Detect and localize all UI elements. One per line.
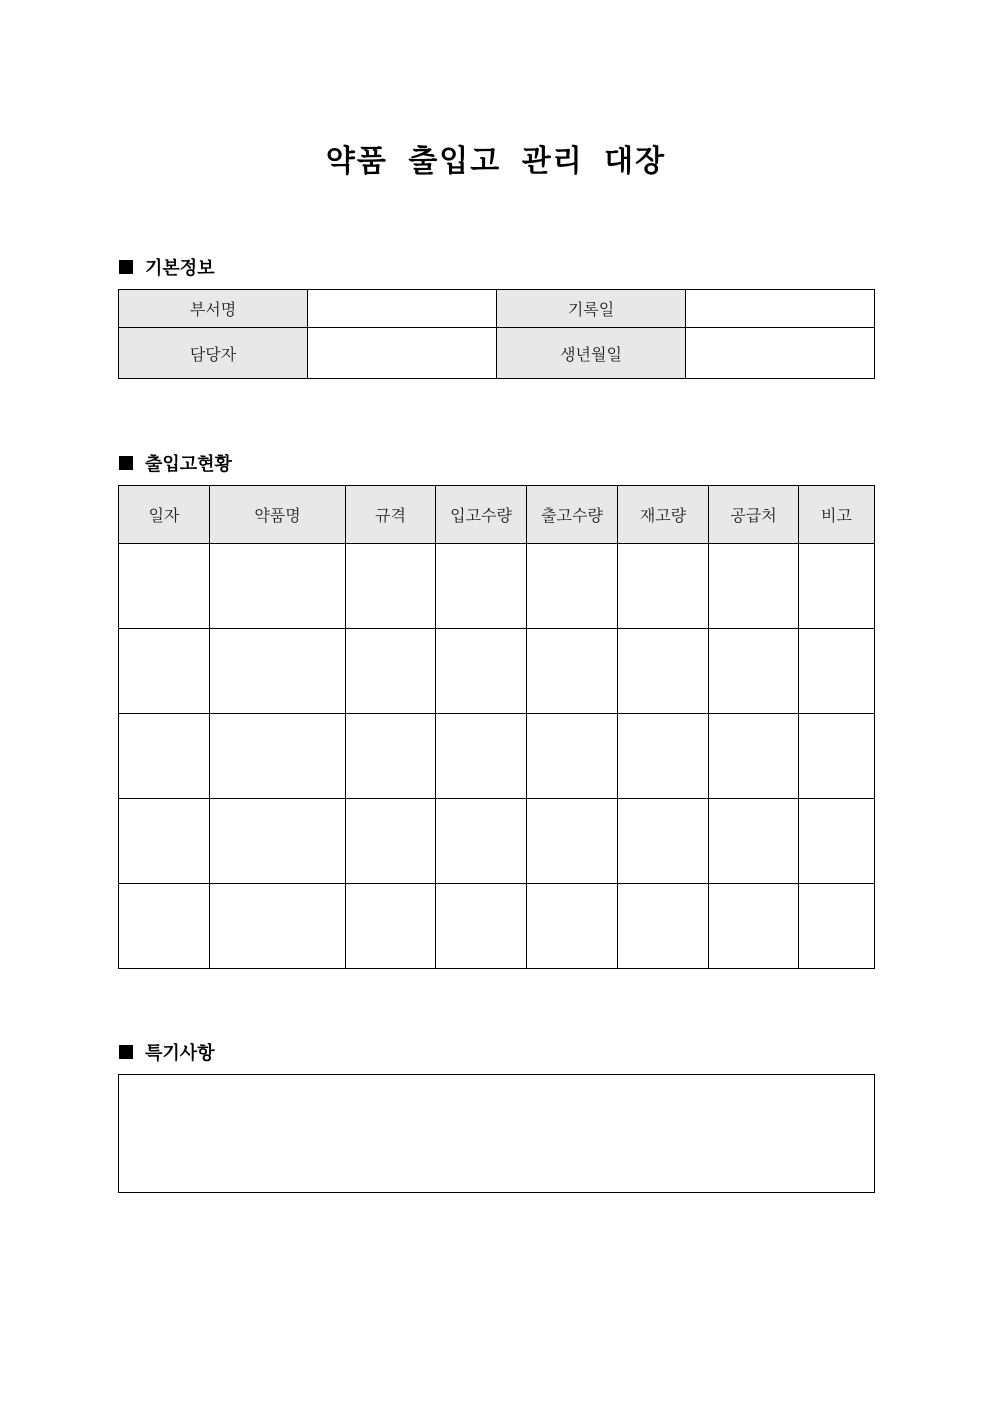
col-spec: 규격 <box>346 486 436 544</box>
cell-date[interactable] <box>119 544 210 629</box>
cell-in-qty[interactable] <box>436 544 527 629</box>
cell-spec[interactable] <box>346 629 436 714</box>
cell-date[interactable] <box>119 799 210 884</box>
table-header-row <box>119 486 875 544</box>
cell-note[interactable] <box>799 544 875 629</box>
square-bullet-icon <box>119 1045 133 1059</box>
cell-drug-name[interactable] <box>210 544 346 629</box>
table-row <box>119 714 875 799</box>
record-date-field[interactable] <box>686 290 875 328</box>
cell-drug-name[interactable] <box>210 629 346 714</box>
table-row <box>119 884 875 969</box>
remarks-field[interactable] <box>118 1074 875 1193</box>
cell-date[interactable] <box>119 714 210 799</box>
cell-stock[interactable] <box>618 629 709 714</box>
col-out-qty: 출고수량 <box>527 486 618 544</box>
cell-note[interactable] <box>799 884 875 969</box>
remarks-heading <box>119 1039 215 1065</box>
cell-supplier[interactable] <box>709 544 799 629</box>
document-title: 약품 출입고 관리 대장 <box>325 144 667 179</box>
square-bullet-icon <box>119 456 133 470</box>
department-label: 부서명 <box>119 290 308 328</box>
cell-date[interactable] <box>119 884 210 969</box>
basic-info-table <box>118 289 875 379</box>
manager-field[interactable] <box>308 328 497 379</box>
cell-drug-name[interactable] <box>210 714 346 799</box>
basic-info-heading-label: 기본정보 <box>145 258 215 279</box>
stock-status-heading <box>119 450 232 476</box>
cell-spec[interactable] <box>346 544 436 629</box>
cell-supplier[interactable] <box>709 714 799 799</box>
cell-stock[interactable] <box>618 714 709 799</box>
col-drug-name: 약품명 <box>210 486 346 544</box>
table-row <box>119 629 875 714</box>
cell-out-qty[interactable] <box>527 629 618 714</box>
birthdate-field[interactable] <box>686 328 875 379</box>
cell-date[interactable] <box>119 629 210 714</box>
cell-out-qty[interactable] <box>527 799 618 884</box>
cell-spec[interactable] <box>346 714 436 799</box>
stock-status-heading-label: 출입고현황 <box>145 454 232 475</box>
table-row <box>119 799 875 884</box>
cell-supplier[interactable] <box>709 799 799 884</box>
cell-in-qty[interactable] <box>436 799 527 884</box>
cell-drug-name[interactable] <box>210 799 346 884</box>
col-supplier: 공급처 <box>709 486 799 544</box>
cell-supplier[interactable] <box>709 884 799 969</box>
col-note: 비고 <box>799 486 875 544</box>
col-date: 일자 <box>119 486 210 544</box>
col-in-qty: 입고수량 <box>436 486 527 544</box>
table-row <box>119 544 875 629</box>
remarks-heading-label: 특기사항 <box>145 1043 215 1064</box>
cell-spec[interactable] <box>346 799 436 884</box>
manager-label: 담당자 <box>119 328 308 379</box>
record-date-label: 기록일 <box>497 290 686 328</box>
stock-status-table <box>118 485 875 969</box>
cell-drug-name[interactable] <box>210 884 346 969</box>
cell-out-qty[interactable] <box>527 884 618 969</box>
cell-out-qty[interactable] <box>527 714 618 799</box>
department-field[interactable] <box>308 290 497 328</box>
square-bullet-icon <box>119 260 133 274</box>
cell-in-qty[interactable] <box>436 884 527 969</box>
cell-spec[interactable] <box>346 884 436 969</box>
cell-note[interactable] <box>799 714 875 799</box>
cell-note[interactable] <box>799 629 875 714</box>
cell-in-qty[interactable] <box>436 714 527 799</box>
cell-stock[interactable] <box>618 799 709 884</box>
basic-info-heading <box>119 254 215 280</box>
cell-in-qty[interactable] <box>436 629 527 714</box>
cell-supplier[interactable] <box>709 629 799 714</box>
cell-stock[interactable] <box>618 544 709 629</box>
col-stock: 재고량 <box>618 486 709 544</box>
birthdate-label: 생년월일 <box>497 328 686 379</box>
cell-stock[interactable] <box>618 884 709 969</box>
cell-out-qty[interactable] <box>527 544 618 629</box>
cell-note[interactable] <box>799 799 875 884</box>
